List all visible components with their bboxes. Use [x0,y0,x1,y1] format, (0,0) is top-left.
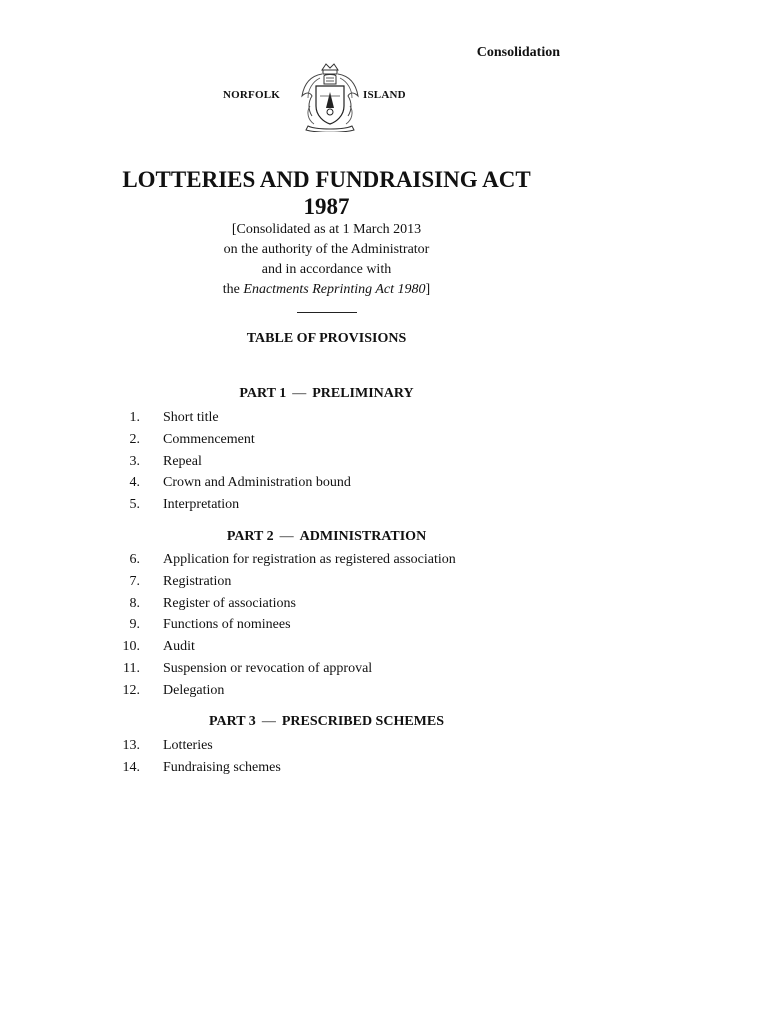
section-number: 3. [129,453,140,469]
toc-item[interactable] [0,429,770,451]
toc-item[interactable] [0,757,770,779]
toc-item[interactable] [0,451,770,473]
section-title: Register of associations [163,595,296,611]
toc-heading: TABLE OF PROVISIONS [246,331,407,346]
section-number: 9. [129,617,140,633]
section-title: Interpretation [163,497,240,513]
section-number: 10. [122,639,140,655]
jurisdiction-header [0,62,770,132]
part-label: PART 2 [226,529,274,544]
toc-item[interactable] [0,614,770,636]
part-label: PART 1 [239,386,287,401]
section-number: 8. [129,595,140,611]
part-title: ADMINISTRATION [299,529,427,544]
section-title: Registration [163,573,232,589]
toc-item[interactable] [0,571,770,593]
act-title-line1: LOTTERIES AND FUNDRAISING ACT [122,167,531,192]
toc-item[interactable] [0,593,770,615]
act-title [0,166,653,220]
part-dash: — [261,714,276,729]
consolidation-note-line1: [Consolidated as at 1 March 2013 [231,222,422,237]
part-title: PRELIMINARY [312,386,414,401]
enactments-reprinting-act-reference: Enactments Reprinting Act 1980 [243,282,426,297]
part-3-heading [0,714,653,730]
toc-item[interactable] [0,472,770,494]
part-3-provisions [0,735,770,779]
section-title: Crown and Administration bound [163,475,351,491]
section-number: 1. [129,410,140,425]
consolidation-note-line4 [0,280,653,300]
section-number: 5. [129,497,140,513]
part-dash: — [279,529,294,544]
section-number: 2. [129,431,140,447]
section-title: Commencement [163,431,255,447]
part-title: PRESCRIBED SCHEMES [281,714,445,729]
toc-item[interactable] [0,636,770,658]
section-number: 11. [123,660,140,676]
section-number: 4. [129,475,140,491]
consolidation-note [0,220,653,300]
section-title: Functions of nominees [163,617,291,633]
header-island: ISLAND [363,89,406,101]
section-title: Application for registration as registered association [163,552,456,567]
act-title-year: 1987 [303,194,350,219]
header-norfolk: NORFOLK [223,89,281,101]
part-2-provisions [0,549,770,702]
section-title: Fundraising schemes [163,759,281,775]
consolidation-note-line2: on the authority of the Administrator [223,242,430,257]
section-title: Lotteries [163,738,213,753]
section-number: 13. [122,738,140,753]
toc-item[interactable] [0,680,770,702]
toc-item[interactable] [0,658,770,680]
norfolk-island-coat-of-arms-icon [296,62,364,132]
part-label: PART 3 [208,714,256,729]
section-number: 7. [129,573,140,589]
part-2-heading [0,529,653,545]
consolidation-label: Consolidation [476,45,560,60]
section-title: Delegation [163,682,225,698]
consolidation-note-suffix: ] [425,282,431,297]
section-number: 12. [122,682,140,698]
part-1-heading [0,386,653,402]
section-title: Suspension or revocation of approval [163,660,373,676]
toc-item[interactable] [0,407,770,429]
part-1-provisions [0,407,770,516]
consolidation-note-prefix: the [222,282,244,297]
toc-item[interactable] [0,735,770,757]
section-title: Audit [163,639,195,655]
part-dash: — [292,386,307,401]
toc-item[interactable] [0,549,770,571]
section-title: Repeal [163,453,202,469]
section-divider [297,312,357,313]
consolidation-note-line3: and in accordance with [261,262,392,277]
section-number: 6. [129,552,140,567]
toc-item[interactable] [0,494,770,516]
section-number: 14. [122,759,140,775]
section-title: Short title [163,410,219,425]
